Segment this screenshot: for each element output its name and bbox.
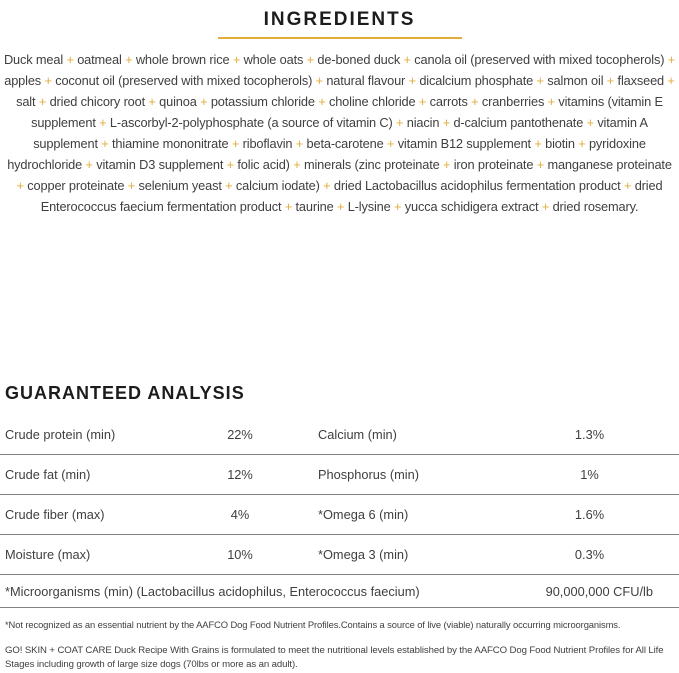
ingredient-item: potassium chloride (210, 94, 315, 109)
plus-separator: + (97, 136, 112, 151)
plus-separator: + (620, 178, 635, 193)
ingredient-item: biotin (545, 136, 575, 151)
plus-separator: + (319, 178, 334, 193)
ingredient-item: folic acid) (237, 157, 290, 172)
ga-row (0, 535, 679, 575)
ingredient-item: flaxseed (617, 73, 665, 88)
ga-left-value: 22% (227, 427, 253, 442)
ingredient-item: salmon oil (547, 73, 604, 88)
microorganisms-value: 90,000,000 CFU/lb (545, 583, 653, 599)
ingredient-item: natural flavour (326, 73, 406, 88)
ingredient-item: d-calcium pantothenate (453, 115, 584, 130)
footnote-asterisk: *Not recognized as an essential nutrient by the AAFCO Dog Food Nutrient Profiles.Contains a source of live (viable) naturally occurring microorganisms. (5, 619, 621, 630)
plus-separator: + (439, 115, 454, 130)
ingredient-item: dried Enterococcus faecium fermentation product (40, 178, 663, 214)
ingredients-title-underline (218, 37, 462, 39)
ingredient-item: cranberries (481, 94, 545, 109)
plus-separator: + (383, 136, 398, 151)
ga-left-label: Crude protein (min) (5, 427, 116, 442)
plus-separator: + (196, 94, 211, 109)
guaranteed-analysis-section (0, 383, 679, 672)
ga-right-label: Phosphorus (min) (318, 467, 419, 482)
ga-right-value: 1.3% (574, 427, 605, 442)
plus-separator: + (281, 199, 296, 214)
plus-separator: + (533, 73, 548, 88)
plus-separator: + (538, 199, 553, 214)
ingredient-item: pyridoxine hydrochloride (7, 136, 646, 172)
ingredient-item: calcium iodate) (235, 178, 320, 193)
plus-separator: + (467, 94, 482, 109)
ga-left-label: Crude fiber (max) (5, 507, 105, 522)
ingredient-item: vitamins (vitamin E supplement (31, 94, 663, 130)
plus-separator: + (439, 157, 454, 172)
plus-separator: + (221, 178, 236, 193)
ingredient-item: dried rosemary. (552, 199, 639, 214)
ingredient-item: carrots (429, 94, 468, 109)
ingredient-item: manganese proteinate (547, 157, 672, 172)
guaranteed-analysis-table (0, 415, 679, 575)
plus-separator: + (400, 52, 415, 67)
plus-separator: + (41, 73, 56, 88)
ingredient-item: apples (4, 73, 42, 88)
plus-separator: + (229, 52, 244, 67)
plus-separator: + (533, 157, 548, 172)
ingredient-item: L-ascorbyl-2-polyphosphate (a source of vitamin C) (109, 115, 393, 130)
ingredient-item: dicalcium phosphate (419, 73, 534, 88)
plus-separator: + (603, 73, 618, 88)
plus-separator: + (312, 73, 327, 88)
plus-separator: + (289, 157, 304, 172)
ingredient-item: vitamin A supplement (33, 115, 648, 151)
plus-separator: + (82, 157, 97, 172)
ga-left-value: 4% (230, 507, 250, 522)
plus-separator: + (574, 136, 589, 151)
ga-left-label: Moisture (max) (5, 547, 91, 562)
ingredient-item: coconut oil (preserved with mixed tocopherols) (55, 73, 313, 88)
microorganisms-label: *Microorganisms (min) (Lactobacillus acidophilus, Enterococcus faecium) (5, 583, 420, 599)
guaranteed-analysis-title: GUARANTEED ANALYSIS (5, 383, 245, 403)
ingredient-item: de-boned duck (317, 52, 401, 67)
ingredient-item: Duck meal (3, 52, 64, 67)
ingredient-item: iron proteinate (453, 157, 534, 172)
plus-separator: + (415, 94, 430, 109)
ga-right-value: 1% (580, 467, 599, 482)
ingredient-item: oatmeal (77, 52, 122, 67)
ga-row (0, 415, 679, 455)
plus-separator: + (405, 73, 420, 88)
ga-left-value: 12% (227, 467, 253, 482)
ingredients-title: INGREDIENTS (263, 9, 416, 30)
plus-separator: + (35, 94, 50, 109)
ingredient-item: dried Lactobacillus acidophilus fermentation product (333, 178, 621, 193)
ingredient-item: whole brown rice (135, 52, 230, 67)
ingredient-item: niacin (406, 115, 440, 130)
plus-separator: + (392, 115, 407, 130)
ingredient-item: vitamin D3 supplement (96, 157, 224, 172)
ga-right-label: *Omega 6 (min) (318, 507, 409, 522)
ga-left-value: 10% (227, 547, 253, 562)
plus-separator: + (390, 199, 405, 214)
plus-separator: + (664, 73, 675, 88)
ingredient-item: quinoa (159, 94, 197, 109)
ga-row (0, 455, 679, 495)
ingredient-item: canola oil (preserved with mixed tocopherols) (414, 52, 665, 67)
ingredient-item: beta-carotene (306, 136, 384, 151)
ga-right-label: *Omega 3 (min) (318, 547, 409, 562)
ga-right-value: 0.3% (574, 547, 605, 562)
ingredient-item: thiamine mononitrate (112, 136, 229, 151)
ingredient-item: minerals (zinc proteinate (303, 157, 440, 172)
ga-left-label: Crude fat (min) (5, 467, 91, 482)
ga-row (0, 495, 679, 535)
plus-separator: + (63, 52, 78, 67)
ingredient-item: whole oats (243, 52, 304, 67)
plus-separator: + (583, 115, 598, 130)
plus-separator: + (314, 94, 329, 109)
plus-separator: + (303, 52, 318, 67)
ingredient-item: salt (16, 94, 36, 109)
ga-right-label: Calcium (min) (318, 427, 397, 442)
plus-separator: + (124, 178, 139, 193)
ingredient-item: selenium yeast (138, 178, 222, 193)
plus-separator: + (333, 199, 348, 214)
plus-separator: + (223, 157, 238, 172)
ingredient-item: taurine (295, 199, 334, 214)
plus-separator: + (530, 136, 546, 151)
microorganisms-row (0, 575, 679, 608)
plus-separator: + (95, 115, 110, 130)
ingredient-item: choline chloride (328, 94, 416, 109)
plus-separator: + (16, 178, 28, 193)
plus-separator: + (664, 52, 676, 67)
ingredient-item: vitamin B12 supplement (397, 136, 531, 151)
ingredient-item: riboflavin (242, 136, 293, 151)
plus-separator: + (145, 94, 160, 109)
ingredient-item: L-lysine (347, 199, 391, 214)
aafco-statement: GO! SKIN + COAT CARE Duck Recipe With Grains is formulated to meet the nutritional levels established by the AAFCO Dog Food Nutrient Profiles for All Life Stages including growth of large size dogs (70lbs or more as an adult). (5, 645, 664, 670)
ingredients-text (3, 49, 676, 217)
plus-separator: + (228, 136, 243, 151)
plus-separator: + (544, 94, 559, 109)
ingredient-item: dried chicory root (49, 94, 146, 109)
plus-separator: + (292, 136, 307, 151)
ingredient-item: copper proteinate (27, 178, 125, 193)
ga-right-value: 1.6% (574, 507, 605, 522)
plus-separator: + (121, 52, 136, 67)
ingredient-item: yucca schidigera extract (404, 199, 539, 214)
